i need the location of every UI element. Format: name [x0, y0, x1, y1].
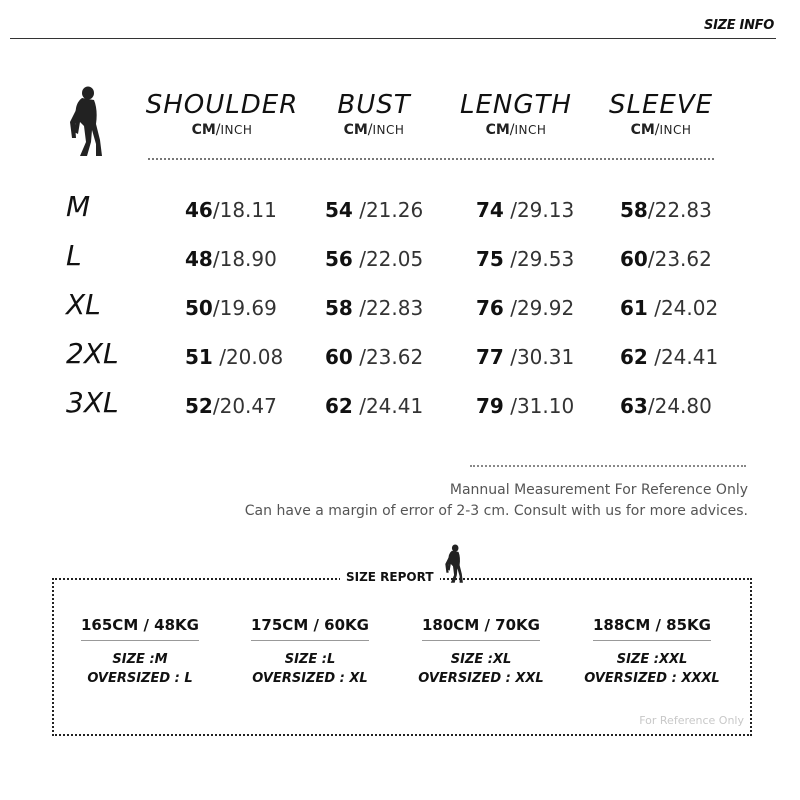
- cell-length-xl: 76 /29.92: [476, 296, 575, 320]
- column-title: SHOULDER: [145, 90, 299, 120]
- column-unit: CM/INCH: [343, 122, 405, 138]
- report-oversized: OVERSIZED : XXL: [418, 671, 544, 686]
- cell-bust-2xl: 60 /23.62: [325, 345, 424, 369]
- cell-sleeve-xl: 61 /24.02: [620, 296, 719, 320]
- notes-dotted-divider: [470, 465, 746, 467]
- cell-length-m: 74 /29.13: [476, 198, 575, 222]
- column-title: SLEEVE: [608, 90, 714, 120]
- report-divider: [593, 640, 711, 641]
- column-title: BUST: [337, 90, 411, 120]
- report-entry: [55, 616, 225, 686]
- report-size: SIZE :XL: [450, 652, 512, 667]
- column-unit: CM/INCH: [485, 122, 547, 138]
- row-label-xl: XL: [66, 288, 101, 321]
- reference-footnote: For Reference Only: [639, 714, 744, 727]
- report-entry: [567, 616, 737, 686]
- size-report-title: SIZE REPORT: [340, 570, 440, 584]
- row-label-m: M: [66, 190, 91, 223]
- cell-length-2xl: 77 /30.31: [476, 345, 575, 369]
- cell-sleeve-3xl: 63/24.80: [620, 394, 712, 418]
- header-dotted-divider: [148, 158, 714, 160]
- cell-length-l: 75 /29.53: [476, 247, 575, 271]
- ape-figure-icon: [64, 86, 104, 158]
- report-entry: [225, 616, 395, 686]
- cell-shoulder-2xl: 51 /20.08: [185, 345, 284, 369]
- report-size: SIZE :L: [284, 652, 336, 667]
- measurement-note: Mannual Measurement For Reference Only: [449, 482, 748, 498]
- cell-bust-3xl: 62 /24.41: [325, 394, 424, 418]
- row-label-3xl: 3XL: [66, 386, 119, 419]
- report-divider: [81, 640, 199, 641]
- report-oversized: OVERSIZED : L: [87, 671, 193, 686]
- cell-shoulder-3xl: 52/20.47: [185, 394, 277, 418]
- cell-length-3xl: 79 /31.10: [476, 394, 575, 418]
- row-label-2xl: 2XL: [66, 337, 119, 370]
- column-header-shoulder: [137, 90, 307, 138]
- cell-sleeve-2xl: 62 /24.41: [620, 345, 719, 369]
- header-divider: [10, 38, 776, 39]
- report-oversized: OVERSIZED : XXXL: [584, 671, 720, 686]
- column-unit: CM/INCH: [630, 122, 692, 138]
- report-entry: [396, 616, 566, 686]
- report-body-measure: 180CM / 70KG: [422, 616, 540, 634]
- column-header-sleeve: [576, 90, 746, 138]
- column-title: LENGTH: [460, 90, 572, 120]
- report-oversized: OVERSIZED : XL: [252, 671, 368, 686]
- report-body-measure: 175CM / 60KG: [251, 616, 369, 634]
- cell-sleeve-l: 60/23.62: [620, 247, 712, 271]
- column-unit: CM/INCH: [191, 122, 253, 138]
- cell-bust-m: 54 /21.26: [325, 198, 424, 222]
- report-body-measure: 188CM / 85KG: [593, 616, 711, 634]
- cell-shoulder-m: 46/18.11: [185, 198, 277, 222]
- report-divider: [422, 640, 540, 641]
- report-size: SIZE :M: [112, 652, 168, 667]
- row-label-l: L: [66, 239, 82, 272]
- cell-shoulder-xl: 50/19.69: [185, 296, 277, 320]
- report-divider: [251, 640, 369, 641]
- report-size: SIZE :XXL: [616, 652, 688, 667]
- cell-bust-xl: 58 /22.83: [325, 296, 424, 320]
- cell-sleeve-m: 58/22.83: [620, 198, 712, 222]
- cell-shoulder-l: 48/18.90: [185, 247, 277, 271]
- margin-note: Can have a margin of error of 2-3 cm. Consult with us for more advices.: [244, 503, 748, 519]
- size-info-title: SIZE INFO: [704, 18, 774, 33]
- cell-bust-l: 56 /22.05: [325, 247, 424, 271]
- report-body-measure: 165CM / 48KG: [81, 616, 199, 634]
